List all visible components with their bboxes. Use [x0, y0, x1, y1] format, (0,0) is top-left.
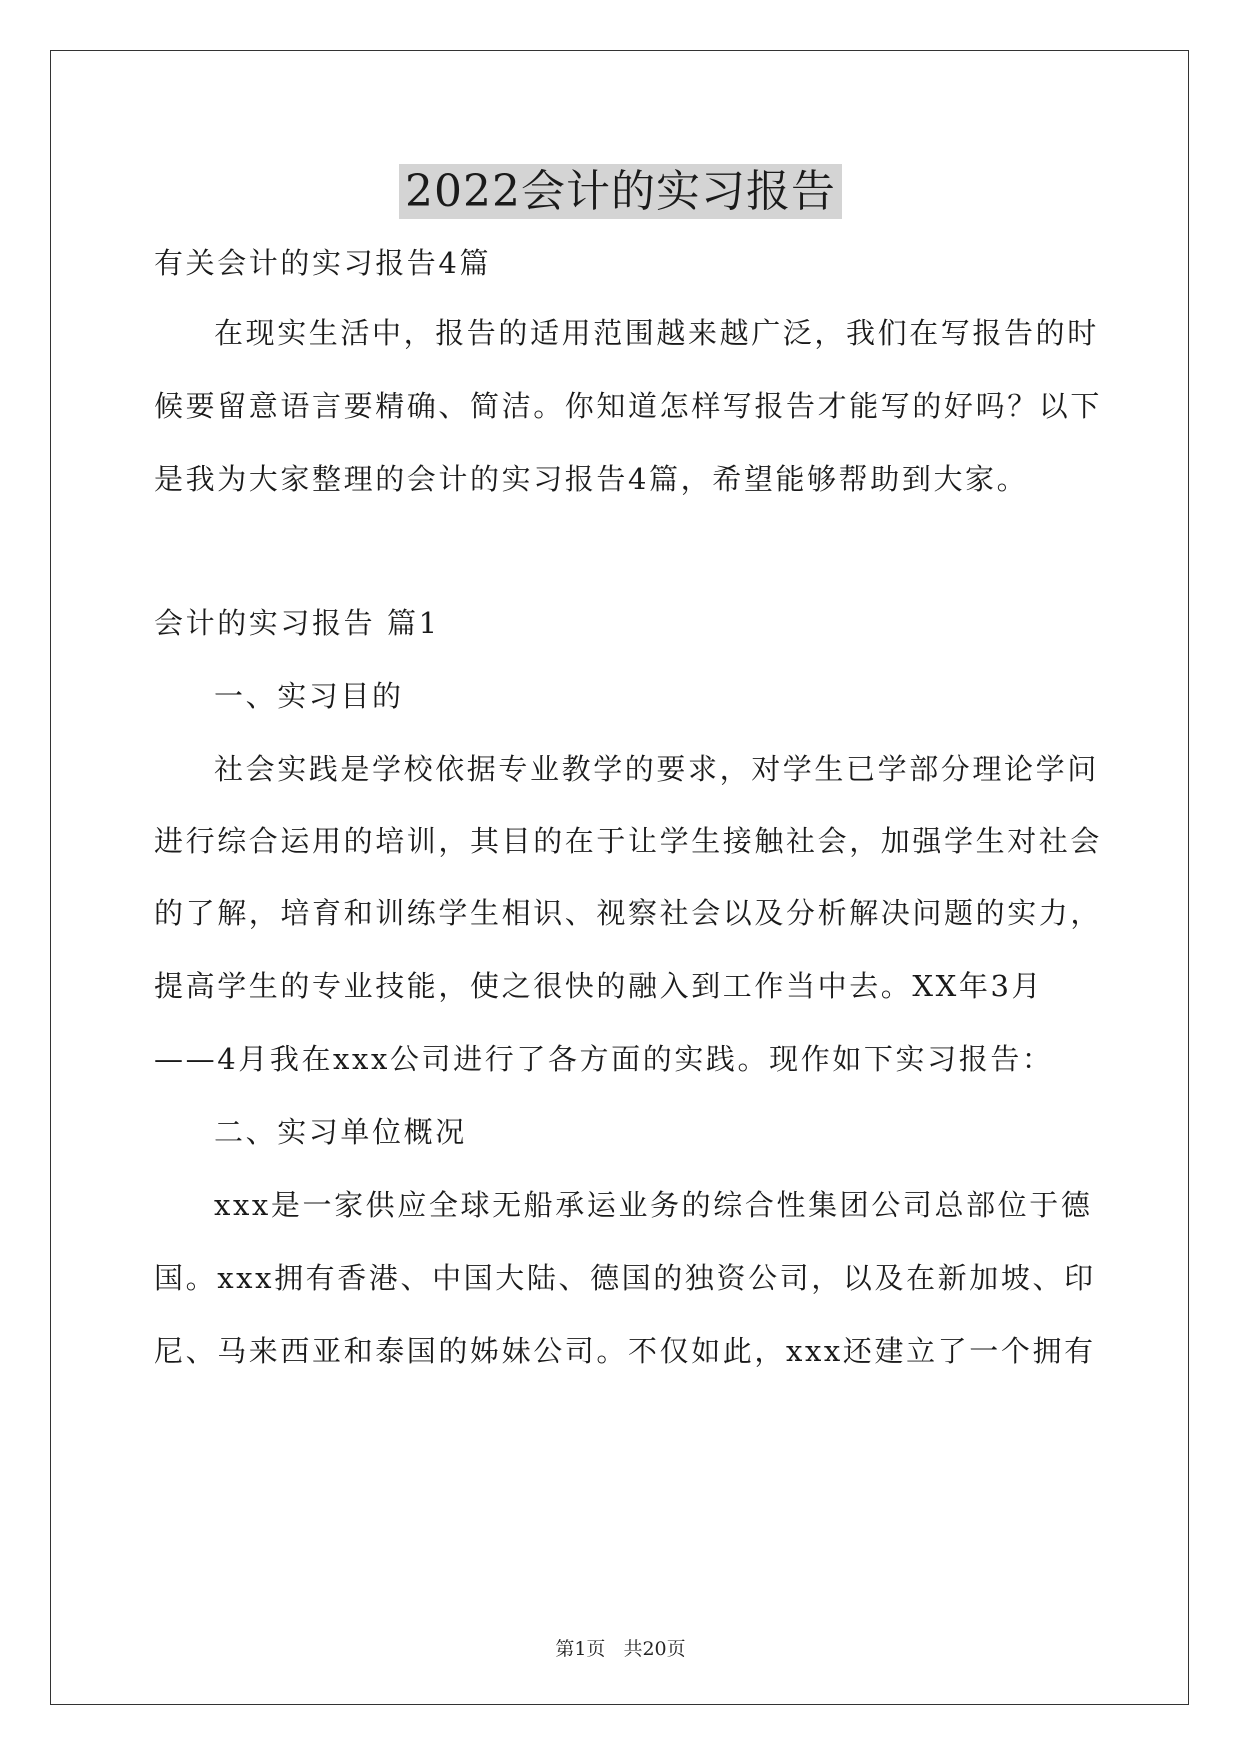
subtitle-line: 有关会计的实习报告4篇 [154, 246, 492, 280]
paragraph-line: 候要留意语言要精确、简洁。你知道怎样写报告才能写的好吗？以下 [154, 389, 1103, 423]
subsection-heading: 一、实习目的 [214, 679, 404, 713]
paragraph-line: 国。xxx拥有香港、中国大陆、德国的独资公司，以及在新加坡、印 [154, 1261, 1096, 1295]
paragraph-line: 提高学生的专业技能，使之很快的融入到工作当中去。XX年3月 [154, 969, 1044, 1003]
paragraph-line: 是我为大家整理的会计的实习报告4篇，希望能够帮助到大家。 [154, 462, 1029, 496]
paragraph-line: 社会实践是学校依据专业教学的要求，对学生已学部分理论学问 [214, 752, 1099, 786]
section-heading: 会计的实习报告 篇1 [154, 606, 440, 640]
paragraph-line: 在现实生活中，报告的适用范围越来越广泛，我们在写报告的时 [214, 316, 1099, 350]
paragraph-line: 进行综合运用的培训，其目的在于让学生接触社会，加强学生对社会 [154, 824, 1103, 858]
subsection-heading: 二、实习单位概况 [214, 1115, 467, 1149]
paragraph-line: xxx是一家供应全球无船承运业务的综合性集团公司总部位于德 [214, 1188, 1093, 1222]
page-border [50, 50, 1189, 1705]
page-total: 共20页 [623, 1638, 686, 1660]
paragraph-line: ——4月我在xxx公司进行了各方面的实践。现作如下实习报告： [154, 1042, 1054, 1076]
document-title-wrap [0, 155, 1241, 219]
document-title: 2022会计的实习报告 [399, 164, 842, 219]
paragraph-line: 的了解，培育和训练学生相识、视察社会以及分析解决问题的实力， [154, 896, 1103, 930]
paragraph-line: 尼、马来西亚和泰国的姊妹公司。不仅如此，xxx还建立了一个拥有 [154, 1334, 1096, 1368]
page-footer [0, 1634, 1241, 1661]
page-number: 第1页 [555, 1638, 606, 1660]
